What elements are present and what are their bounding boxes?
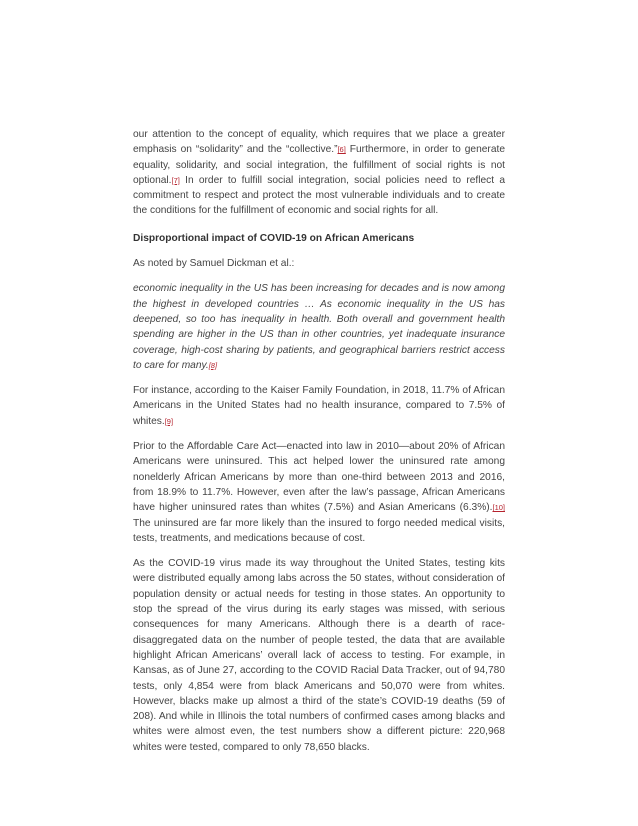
body-paragraph [133,556,505,755]
paragraph-text: economic inequality in the US has been increasing for decades and is now among the highest in developed countries … As economic inequality in the US has deepened, so too has inequality in health. Both overall and government health spending are higher in the US than in other countries, yet inadequate insurance coverage, high-cost sharing by patients, and geographical barriers restrict access to care for many. [133,283,505,371]
footnote-link[interactable]: [7] [171,175,180,185]
paragraph-text: Prior to the Affordable Care Act—enacted into law in 2010—about 20% of African Americans were uninsured. This act helped lower the uninsured rate among nonelderly African Americans by more than one-third between 2013 and 2016, from 18.9% to 11.7%. However, even after the law’s passage, African Americans have higher uninsured rates than whites (7.5%) and Asian Americans (6.3%). [133,441,505,514]
paragraph-text: For instance, according to the Kaiser Family Foundation, in 2018, 11.7% of African Americans in the United States had no health insurance, compared to 7.5% of whites. [133,385,505,427]
paragraph-text: Furthermore, in order to generate equality, solidarity, and social integration, the fulfillment of social rights is not optional. [133,144,505,186]
body-paragraph [133,256,505,271]
paragraph-text: As noted by Samuel Dickman et al.: [133,258,295,270]
footnote-link[interactable]: [10] [492,503,505,513]
paragraph-text: The uninsured are far more likely than the insured to forgo needed medical visits, tests, treatments, and medications because of cost. [133,517,505,544]
body-paragraph [133,383,505,429]
document-body [133,127,505,755]
block-quote [133,281,505,373]
paragraph-text: As the COVID-19 virus made its way throughout the United States, testing kits were distributed equally among labs across the 50 states, without consideration of population density or actual needs for testing in those states. An opportunity to stop the spread of the virus during its early stages was missed, with serious consequences for many Americans. Although there is a dearth of race-disaggregated data on the number of people tested, the data that are available highlight African Americans’ overall lack of access to testing. For example, in Kansas, as of June 27, according to the COVID Racial Data Tracker, out of 94,780 tests, only 4,854 were from black Americans and 50,070 were from whites. However, blacks make up almost a third of the state’s COVID-19 deaths (59 of 208). And while in Illinois the total numbers of confirmed cases among blacks and whites were almost even, the test numbers show a different picture: 220,968 whites were tested, compared to only 78,650 blacks. [133,558,505,753]
footnote-link[interactable]: [8] [208,360,218,370]
paragraph-text: In order to fulfill social integration, social policies need to reflect a commitment to respect and protect the most vulnerable individuals and to create the conditions for the fulfillment of economic and social rights for all. [133,174,505,217]
section-heading [133,231,505,246]
body-paragraph [133,439,505,546]
footnote-link[interactable]: [6] [337,145,346,155]
footnote-link[interactable]: [9] [164,416,174,426]
paragraph-text: Disproportional impact of COVID-19 on African Americans [133,232,415,244]
paragraph-text: our attention to the concept of equality, which requires that we place a greater emphasis on “solidarity” and the “collective.” [133,129,505,156]
body-paragraph [133,127,505,219]
